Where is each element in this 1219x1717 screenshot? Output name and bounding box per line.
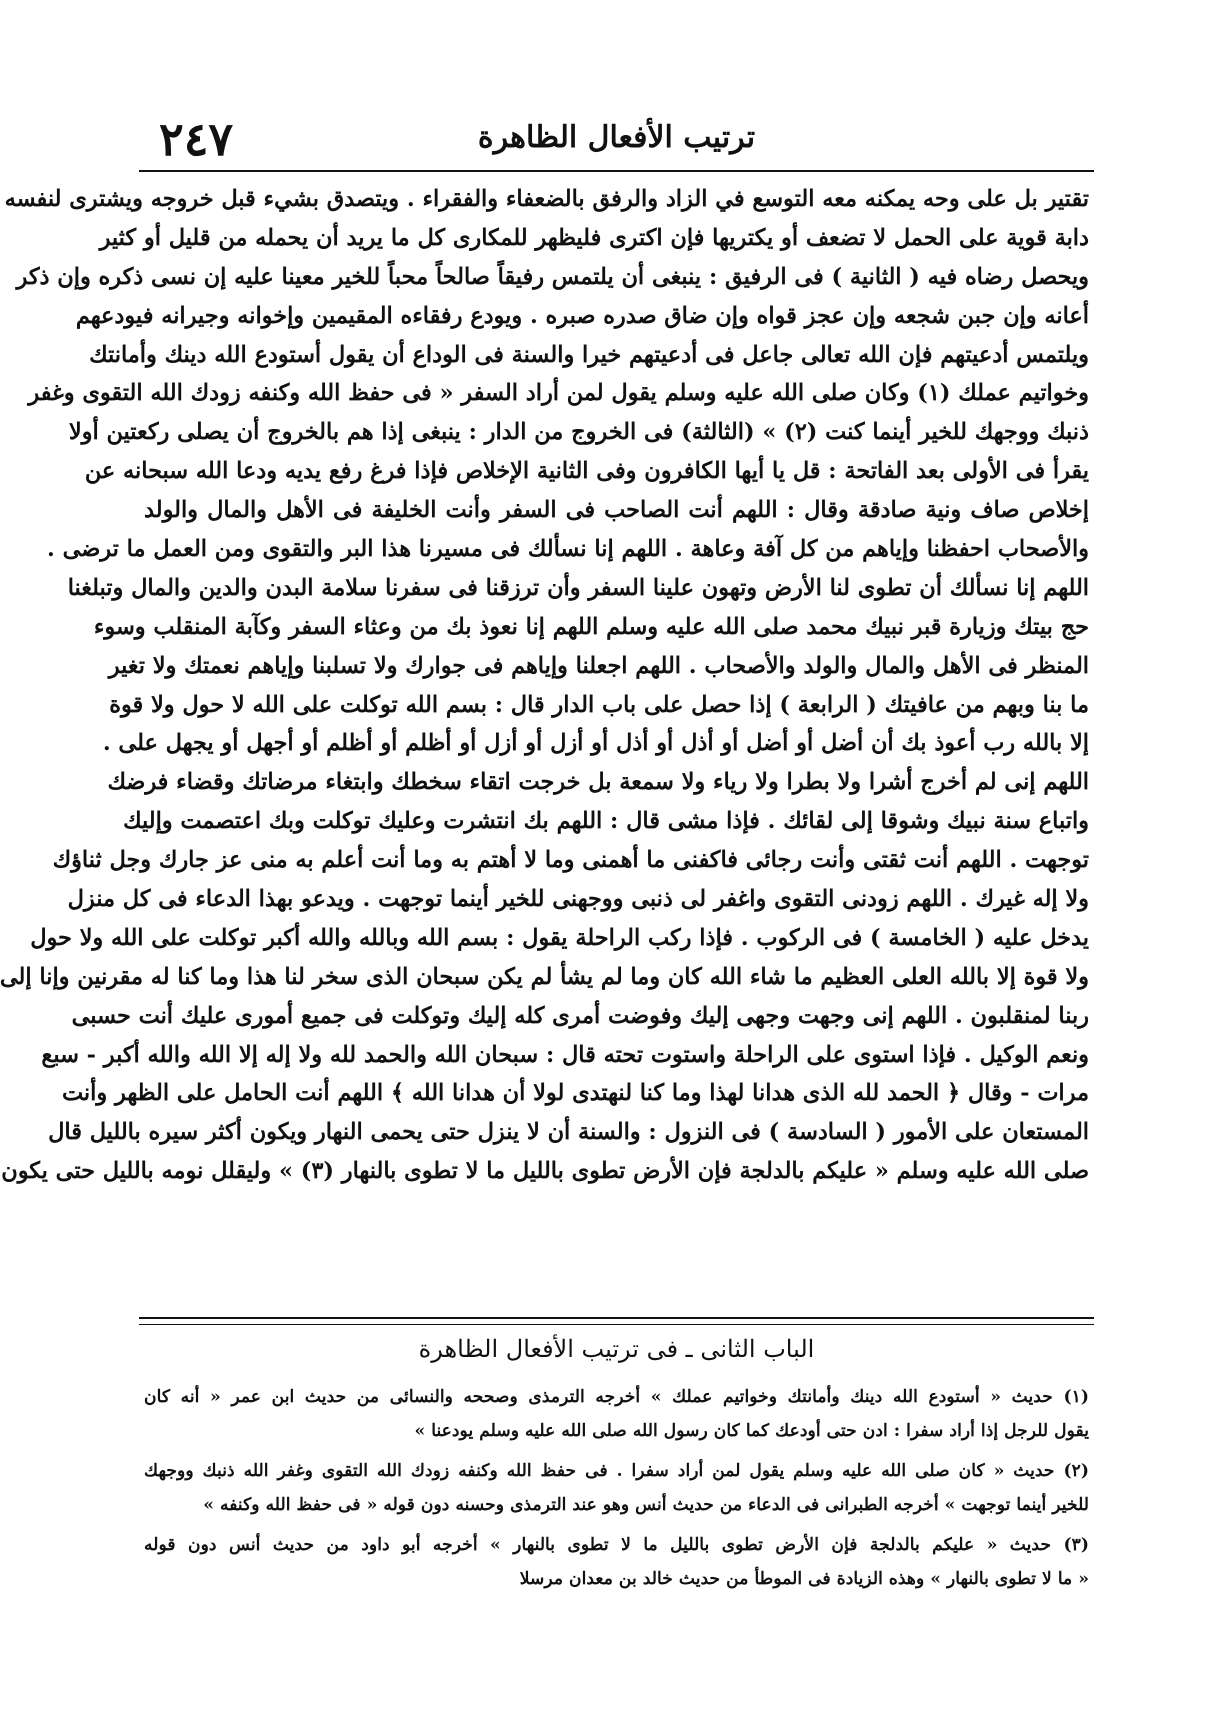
text-line: المنظر فى الأهل والمال والولد والأصحاب . اللهم اجعلنا وإياهم فى جوارك ولا تسلبنا وإياهم نعمتك ولا تغير — [108, 652, 1089, 679]
text-line: ما بنا وبهم من عافيتك ( الرابعة ) إذا حصل على باب الدار قال : بسم الله توكلت على الله لا حول ولا قوة — [109, 691, 1089, 718]
text-line: أعانه وإن جبن شجعه وإن عجز قواه وإن ضاق صدره صبره . ويودع رفقاءه المقيمين وإخوانه وجيرانه فيودعهم — [75, 302, 1089, 329]
footnote-line: للخير أينما توجهت » أخرجه الطبرانى فى الدعاء من حديث أنس وهو عند الترمذى وحسنه دون قوله « فى حفظ الله وكنفه » — [203, 1495, 1089, 1515]
footnotes — [144, 1380, 1089, 1602]
text-line: اللهم إنى لم أخرج أشرا ولا بطرا ولا رياء ولا سمعة بل خرجت اتقاء سخطك وابتغاء مرضاتك وقضاء فرضك — [107, 769, 1089, 796]
text-line: ولا قوة إلا بالله العلى العظيم ما شاء الله كان وما لم يشأ لم يكن سبحان الذى سخر لنا هذا وما كنا له مقرنين وإنا إلى — [0, 963, 1089, 990]
text-line: ويحصل رضاه فيه ( الثانية ) فى الرفيق : ينبغى أن يلتمس رفيقاً صالحاً محباً للخير معينا عليه إن نسى ذكره وإن ذكر — [16, 263, 1089, 290]
text-line: ربنا لمنقلبون . اللهم إنى وجهت وجهى إليك وفوضت أمرى كله إليك وتوكلت فى جميع أمورى عليك أنت حسبى — [71, 1002, 1089, 1029]
text-line: توجهت . اللهم أنت ثقتى وأنت رجائى فاكفنى ما أهمنى وما لا أهتم به وما أنت أعلم به منى عز جارك وجل ثناؤك — [52, 847, 1089, 874]
footnote-line: « ما لا تطوى بالنهار » وهذه الزيادة فى الموطأ من حديث خالد بن معدان مرسلا — [519, 1569, 1089, 1589]
text-line: اللهم إنا نسألك أن تطوى لنا الأرض وتهون علينا السفر وأن ترزقنا فى سفرنا سلامة البدن والدين والمال وتبلغنا — [67, 574, 1089, 601]
page-number: ٢٤٧ — [159, 112, 234, 166]
main-text — [0, 180, 1089, 1191]
text-line: حج بيتك وزيارة قبر نبيك محمد صلى الله عليه وسلم اللهم إنا نعوذ بك من وعثاء السفر وكآبة المنقلب وسوء — [93, 613, 1089, 640]
text-line: المستعان على الأمور ( السادسة ) فى النزول : والسنة أن لا ينزل حتى يحمى النهار ويكون أكثر سيره بالليل قال — [48, 1119, 1089, 1146]
text-line: صلى الله عليه وسلم « عليكم بالدلجة فإن الأرض تطوى بالليل ما لا تطوى بالنهار (٣) » وليقلل نومه بالليل حتى يكون — [1, 1158, 1089, 1185]
text-line: يدخل عليه ( الخامسة ) فى الركوب . فإذا ركب الراحلة يقول : بسم الله وبالله والله أكبر توكلت على الله ولا حول — [30, 924, 1089, 951]
text-line: مرات - وقال ﴿ الحمد لله الذى هدانا لهذا وما كنا لنهتدى لولا أن هدانا الله ﴾ اللهم أنت الحامل على الظهر وأنت — [61, 1080, 1089, 1107]
footnote-line: يقول للرجل إذا أراد سفرا : ادن حتى أودعك كما كان رسول الله صلى الله عليه وسلم يودعنا » — [414, 1421, 1089, 1441]
footnote — [144, 1528, 1089, 1596]
text-line: ونعم الوكيل . فإذا استوى على الراحلة واستوت تحته قال : سبحان الله والحمد لله ولا إله إلا الله والله أكبر - سبع — [41, 1041, 1089, 1068]
running-title: ترتيب الأفعال الظاهرة — [477, 120, 756, 155]
footnote-line: (٢) حديث « كان صلى الله عليه وسلم يقول لمن أراد سفرا . فى حفظ الله وكنفه زودك الله التقوى وغفر الله ذنبك ووجهك — [144, 1461, 1089, 1481]
text-line: ذنبك ووجهك للخير أينما كنت (٢) » (الثالثة) فى الخروج من الدار : ينبغى إذا هم بالخروج أن يصلى ركعتين أولا — [68, 419, 1089, 446]
text-line: ولا إله غيرك . اللهم زودنى التقوى واغفر لى ذنبى ووجهنى للخير أينما توجهت . ويدعو بهذا الدعاء فى كل منزل — [67, 886, 1089, 913]
text-line: تقتير بل على وحه يمكنه معه التوسع في الزاد والرفق بالضعفاء والفقراء . ويتصدق بشيء قبل خروجه ويشترى لنفسه — [4, 186, 1089, 212]
text-line: واتباع سنة نبيك وشوقا إلى لقائك . فإذا مشى قال : اللهم بك انتشرت وعليك توكلت وبك اعتصمت وإليك — [123, 808, 1089, 835]
text-line: إلا بالله رب أعوذ بك أن أضل أو أضل أو أذل أو أذل أو أزل أو أزل أو أظلم أو أظلم أو أجهل أو يجهل على . — [102, 730, 1089, 757]
footnote-line: (١) حديث « أستودع الله دينك وأمانتك وخواتيم عملك » أخرجه الترمذى وصححه والنسائى من حديث ابن عمر « أنه كان — [144, 1387, 1089, 1407]
footnote-divider — [139, 1317, 1094, 1325]
header-divider — [139, 170, 1094, 172]
footnote-line: (٣) حديث « عليكم بالدلجة فإن الأرض تطوى بالليل ما لا تطوى بالنهار » أخرجه أبو داود من حديث أنس دون قوله — [144, 1535, 1089, 1555]
footnote — [144, 1380, 1089, 1448]
footnote — [144, 1454, 1089, 1522]
text-line: وخواتيم عملك (١) وكان صلى الله عليه وسلم يقول لمن أراد السفر « فى حفظ الله وكنفه زودك الله التقوى وغفر — [28, 380, 1089, 407]
text-line: دابة قوية على الحمل لا تضعف أو يكتريها فإن اكترى فليظهر للمكارى كل ما يريد أن يحمله من قليل أو كثير — [99, 224, 1089, 251]
text-line: يقرأ فى الأولى بعد الفاتحة : قل يا أيها الكافرون وفى الثانية الإخلاص فإذا فرغ رفع يديه ودعا الله سبحانه عن — [84, 458, 1089, 485]
footer-chapter-title: الباب الثانى ـ فى ترتيب الأفعال الظاهرة — [418, 1335, 815, 1363]
text-line: ويلتمس أدعيتهم فإن الله تعالى جاعل فى أدعيتهم خيرا والسنة فى الوداع أن يقول أستودع الله دينك وأمانتك — [89, 341, 1089, 368]
text-line: والأصحاب احفظنا وإياهم من كل آفة وعاهة . اللهم إنا نسألك فى مسيرنا هذا البر والتقوى ومن العمل ما ترضى . — [47, 536, 1089, 563]
running-header — [149, 112, 1084, 168]
text-line: إخلاص صاف ونية صادقة وقال : اللهم أنت الصاحب فى السفر وأنت الخليفة فى الأهل والمال والولد — [144, 497, 1089, 524]
